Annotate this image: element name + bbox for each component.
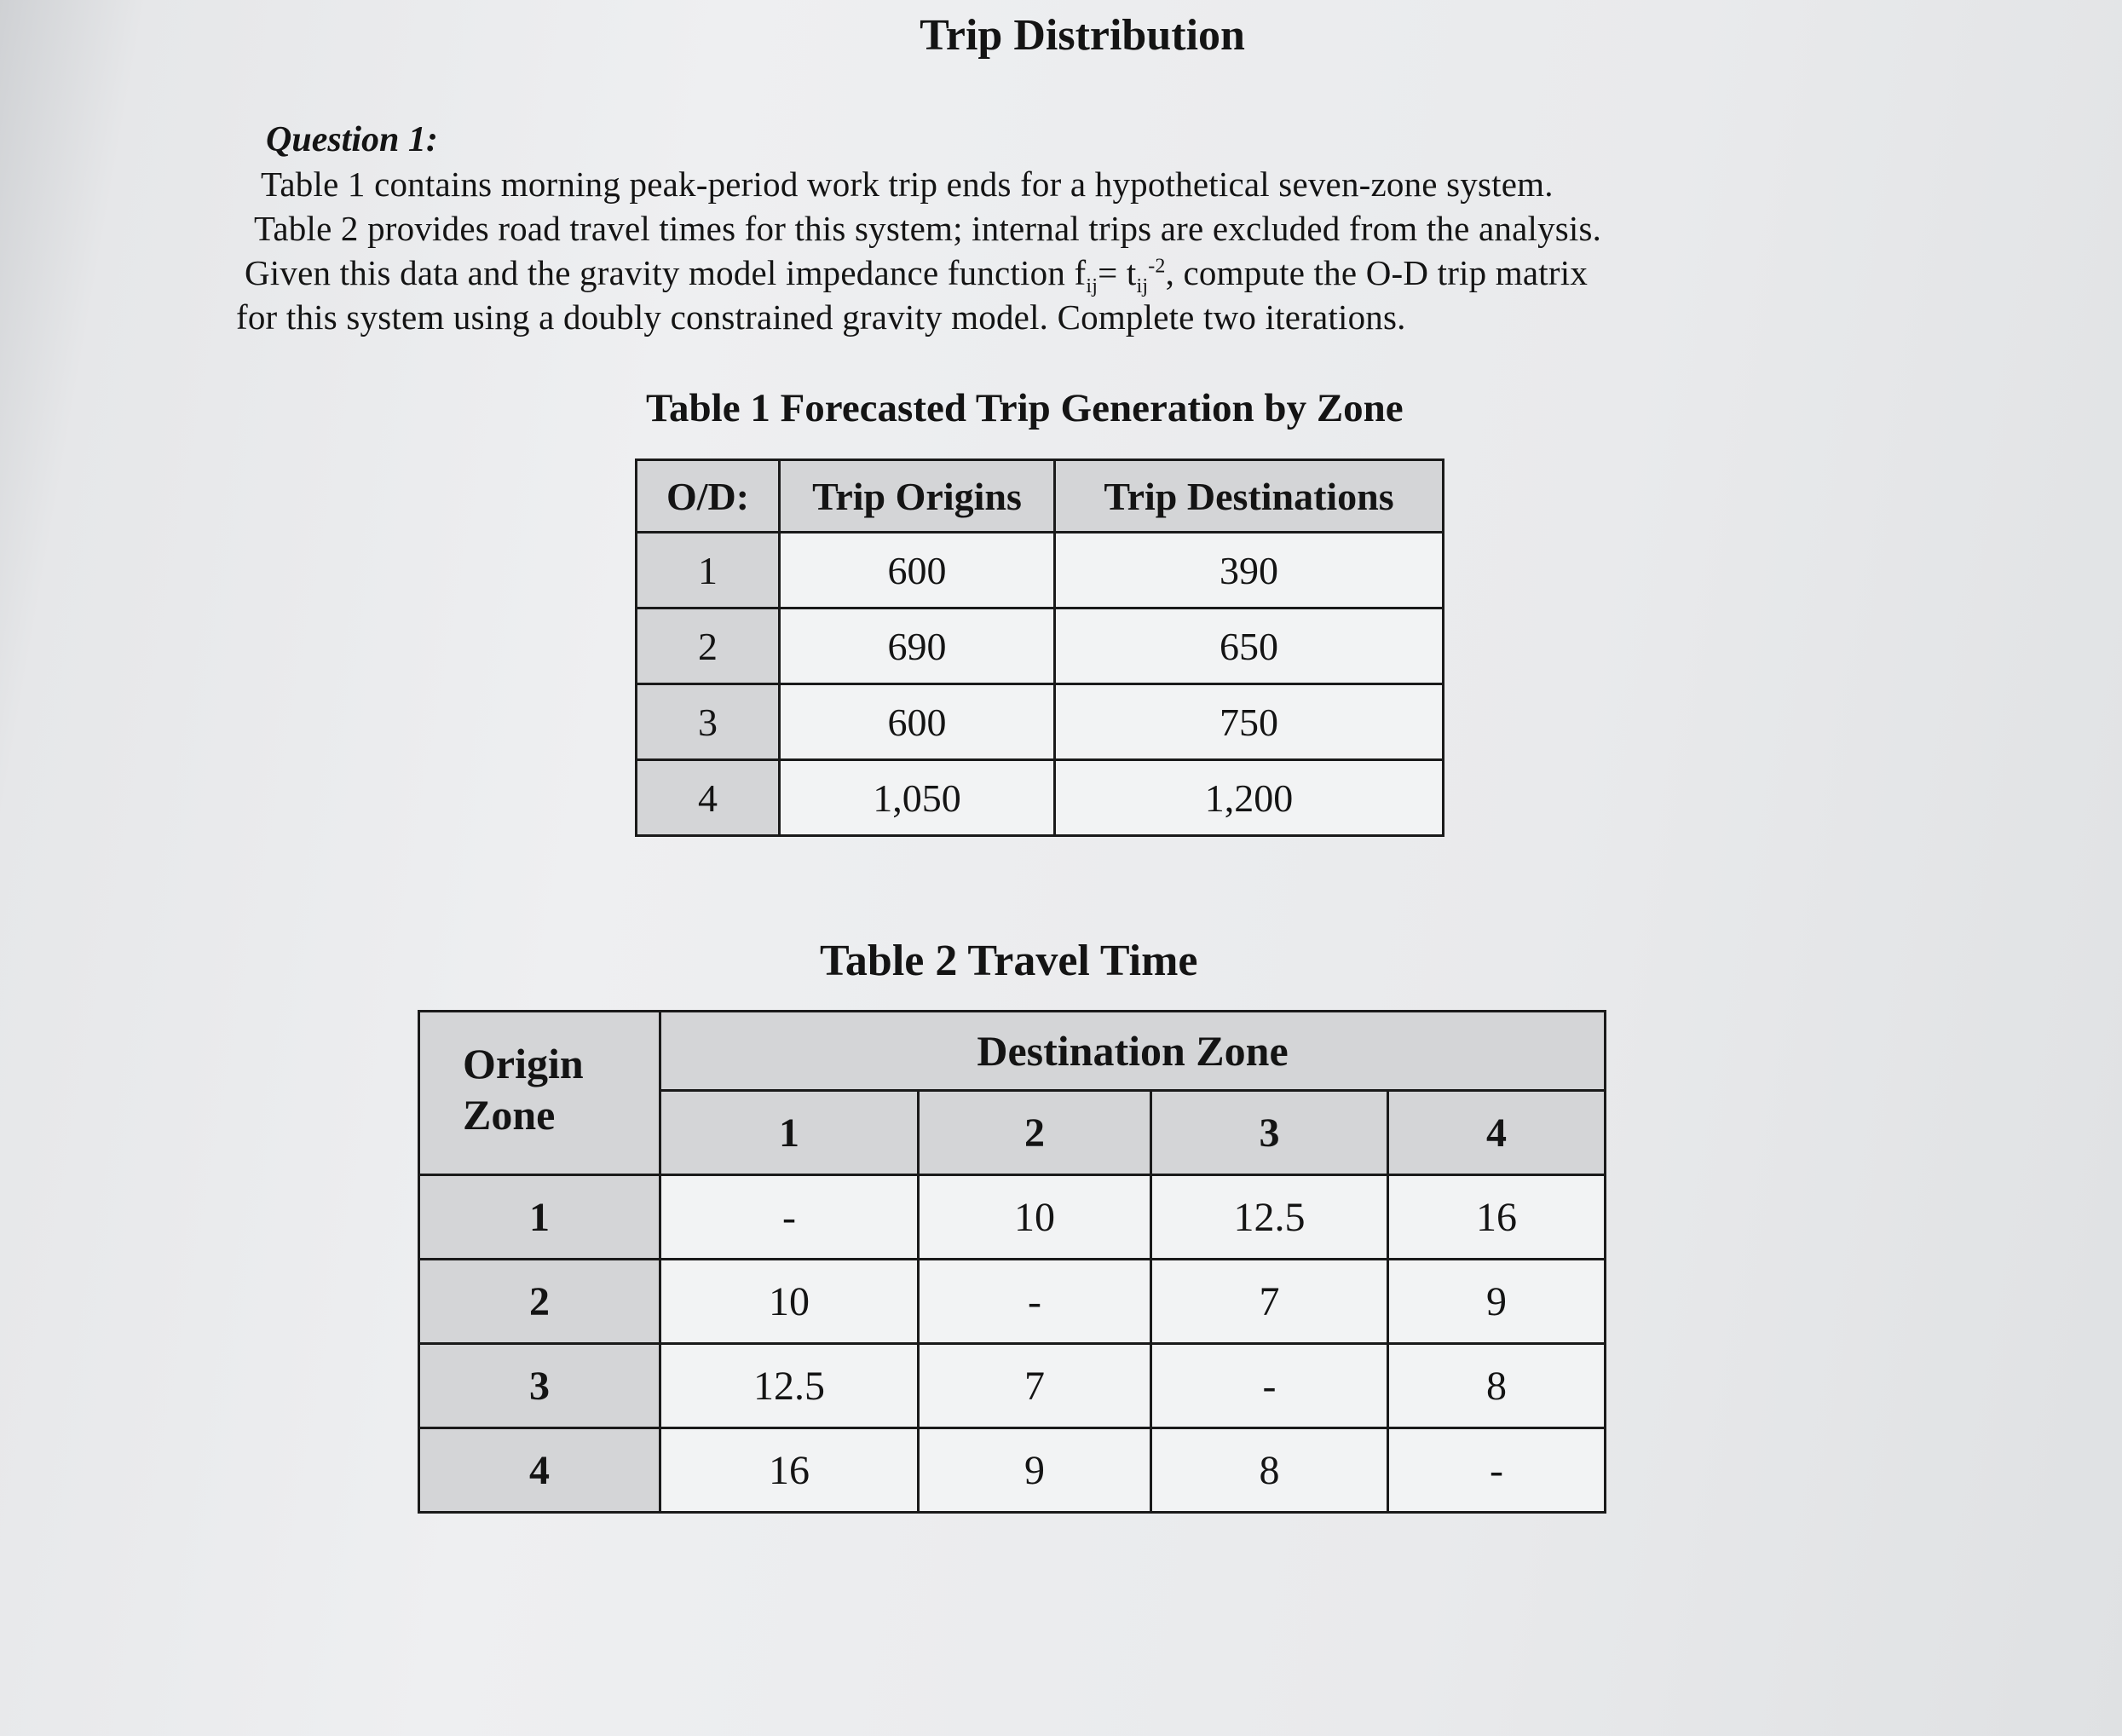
travel-time-cell: 10: [660, 1260, 919, 1344]
origins-cell: 600: [780, 533, 1055, 608]
zone-cell: 3: [637, 684, 780, 760]
table-row: [637, 608, 1444, 684]
destinations-cell: 1,200: [1055, 760, 1444, 836]
formula-exponent: -2: [1148, 255, 1166, 278]
dest-zone-4: 4: [1388, 1091, 1606, 1175]
travel-time-cell: 7: [919, 1344, 1151, 1428]
formula-equals-t: = t: [1098, 253, 1137, 292]
question-line-3-tail: , compute the O-D trip matrix: [1165, 253, 1589, 292]
question-line-3-text: Given this data and the gravity model impedance function f: [245, 253, 1087, 292]
origin-zone-cell: 2: [419, 1260, 660, 1344]
origin-zone-header: Origin Zone: [419, 1012, 660, 1175]
table-row: [637, 760, 1444, 836]
dest-zone-1: 1: [660, 1091, 919, 1175]
question-line-2: Table 2 provides road travel times for this system; internal trips are excluded from the analysis.: [254, 209, 1602, 248]
table-header-origins: Trip Origins: [780, 460, 1055, 533]
table-row: [419, 1344, 1606, 1428]
zone-cell: 2: [637, 608, 780, 684]
origins-cell: 690: [780, 608, 1055, 684]
zone-cell: 1: [637, 533, 780, 608]
origins-cell: 1,050: [780, 760, 1055, 836]
question-line-1: Table 1 contains morning peak-period work trip ends for a hypothetical seven-zone system.: [261, 164, 1554, 204]
travel-time-cell: -: [660, 1175, 919, 1260]
question-heading: Question 1:: [266, 120, 438, 159]
destinations-cell: 650: [1055, 608, 1444, 684]
dest-zone-2: 2: [919, 1091, 1151, 1175]
travel-time-cell: 9: [919, 1428, 1151, 1513]
travel-time-cell: 9: [1388, 1260, 1606, 1344]
destinations-cell: 750: [1055, 684, 1444, 760]
destination-zone-header: Destination Zone: [660, 1012, 1606, 1091]
travel-time-cell: 8: [1388, 1344, 1606, 1428]
origin-zone-cell: 1: [419, 1175, 660, 1260]
table-row: [637, 533, 1444, 608]
travel-time-cell: -: [919, 1260, 1151, 1344]
travel-time-cell: 10: [919, 1175, 1151, 1260]
travel-time-cell: 16: [660, 1428, 919, 1513]
table2-caption: Table 2 Travel Time: [820, 937, 1198, 985]
origins-cell: 600: [780, 684, 1055, 760]
travel-time-cell: 7: [1151, 1260, 1388, 1344]
table1-caption: Table 1 Forecasted Trip Generation by Zone: [646, 386, 1404, 430]
table-header-od: O/D:: [637, 460, 780, 533]
table-row: [419, 1175, 1606, 1260]
table-header-destinations: Trip Destinations: [1055, 460, 1444, 533]
origin-zone-cell: 3: [419, 1344, 660, 1428]
page-title: Trip Distribution: [920, 11, 1245, 60]
question-line-3: [245, 252, 1588, 298]
travel-time-cell: 12.5: [1151, 1175, 1388, 1260]
travel-time-table: [418, 1010, 1606, 1514]
dest-zone-3: 3: [1151, 1091, 1388, 1175]
travel-time-cell: -: [1151, 1344, 1388, 1428]
table-row: [419, 1428, 1606, 1513]
origin-zone-cell: 4: [419, 1428, 660, 1513]
question-line-4: for this system using a doubly constrained gravity model. Complete two iterations.: [236, 297, 1406, 337]
table-header-row: [637, 460, 1444, 533]
table-row: [419, 1260, 1606, 1344]
travel-time-cell: -: [1388, 1428, 1606, 1513]
formula-t-subscript: ij: [1136, 275, 1149, 298]
travel-time-cell: 12.5: [660, 1344, 919, 1428]
formula-f-subscript: ij: [1086, 275, 1098, 298]
destinations-cell: 390: [1055, 533, 1444, 608]
zone-cell: 4: [637, 760, 780, 836]
trip-generation-table: [635, 459, 1444, 837]
travel-time-cell: 16: [1388, 1175, 1606, 1260]
travel-time-cell: 8: [1151, 1428, 1388, 1513]
table-row: [637, 684, 1444, 760]
table-header-row: [419, 1012, 1606, 1091]
